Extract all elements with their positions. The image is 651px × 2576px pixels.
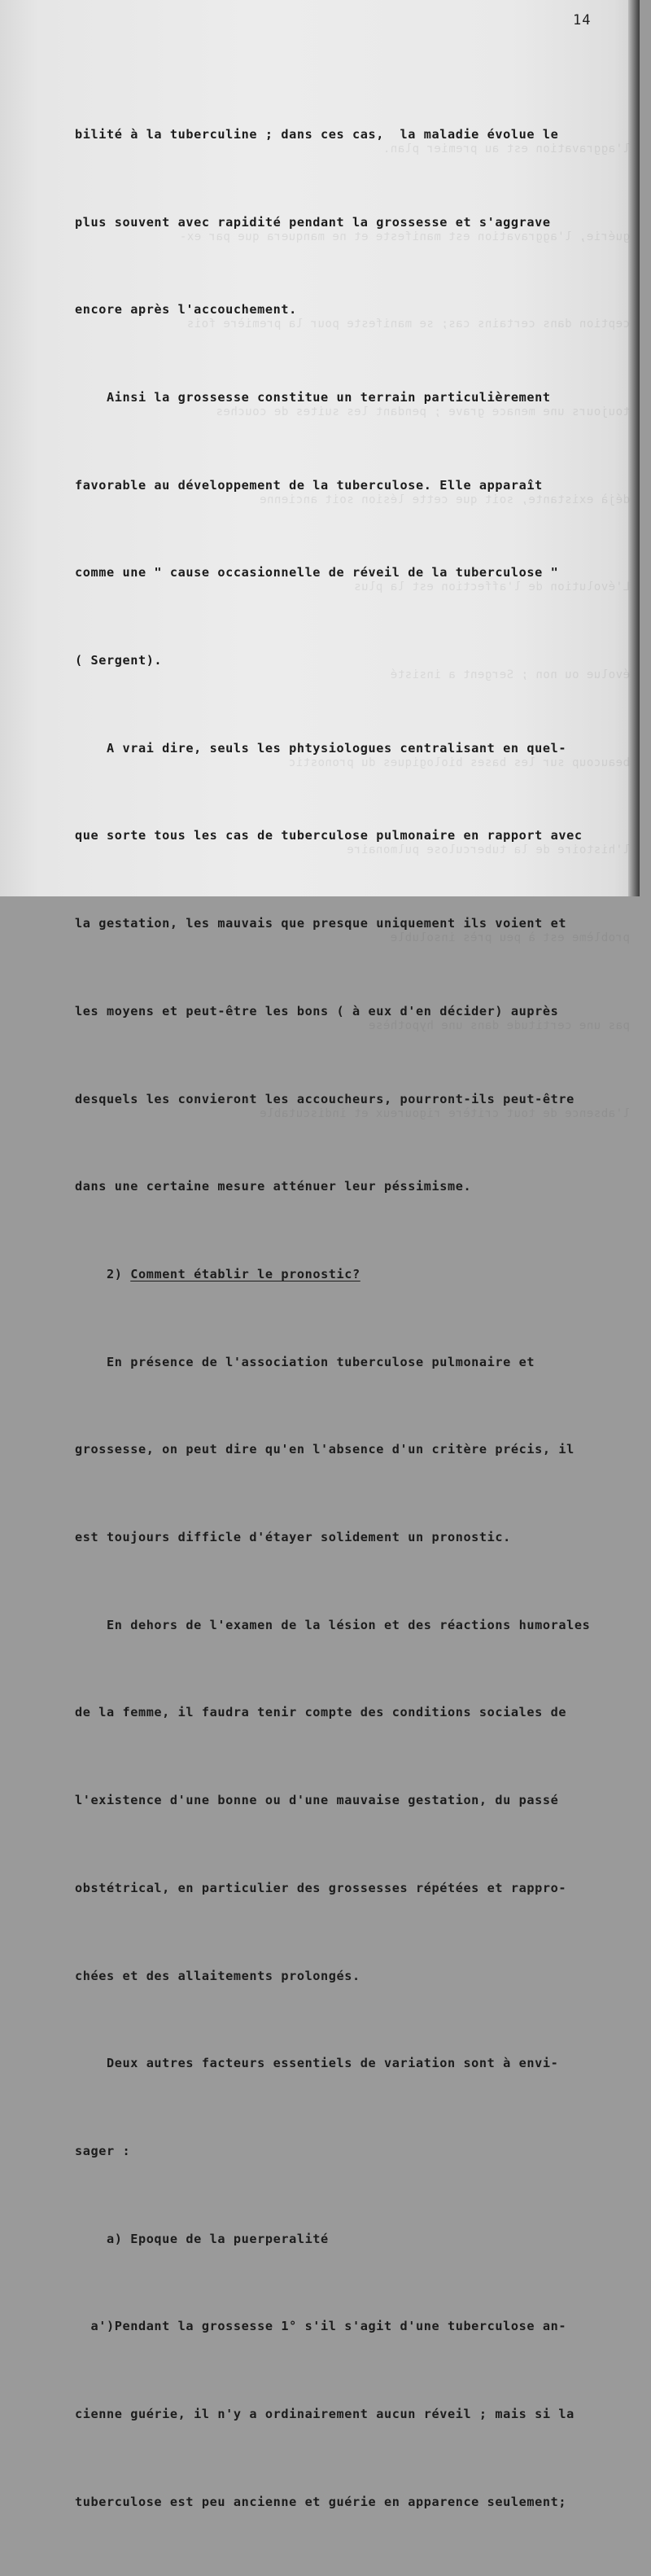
- ghost-line: l'absence de tout critère rigoureux et indiscutable: [259, 1106, 630, 1120]
- page-number: 14: [573, 12, 592, 28]
- text-line: favorable au développement de la tuberculose. Elle apparaît: [75, 477, 543, 493]
- text-line: sager :: [75, 2143, 131, 2158]
- ghost-line: l'histoire de la tuberculose pulmonaire: [346, 843, 630, 857]
- section-number: 2): [75, 1266, 131, 1281]
- section-heading-line: [75, 1260, 628, 1290]
- text-line: ( Sergent).: [75, 653, 163, 668]
- text-line: plus souvent avec rapidité pendant la grossesse et s'aggrave: [75, 214, 551, 230]
- text-line: Deux autres facteurs essentiels de variation sont à envi-: [75, 2056, 559, 2071]
- text-line: grossesse, on peut dire qu'en l'absence d'un critère précis, il: [75, 1442, 575, 1457]
- text-line: A vrai dire, seuls les phtysiologues centralisant en quel-: [75, 740, 567, 756]
- typed-body-text: [75, 62, 628, 2576]
- ghost-line: L'évolution de l'affection est la plus: [353, 580, 630, 594]
- text-line: En dehors de l'examen de la lésion et des réactions humorales: [75, 1617, 591, 1632]
- ghost-line: beaucoup sur les bases biologiques du pronostic: [288, 756, 630, 769]
- text-line: la gestation, les mauvais que presque uniquement ils voient et: [75, 916, 567, 931]
- ghost-line: déjà existante, soit que cette lésion soit ancienne: [259, 493, 630, 506]
- text-line: tuberculose est peu ancienne et guérie en apparence seulement;: [75, 2494, 567, 2509]
- text-line: dans une certaine mesure atténuer leur péssimisme.: [75, 1179, 472, 1194]
- text-line: obstétrical, en particulier des grossesses répétées et rappro-: [75, 1880, 567, 1895]
- ghost-line: l'aggravation est au premier plan.: [382, 142, 630, 156]
- text-line: cienne guérie, il n'y a ordinairement aucun réveil ; mais si la: [75, 2407, 575, 2422]
- text-line: l'existence d'une bonne ou d'une mauvaise gestation, du passé: [75, 1793, 559, 1808]
- text-line: desquels les convieront les accoucheurs, pourront-ils peut-être: [75, 1091, 575, 1106]
- ghost-line: guérie, l'aggravation est manifeste et ne manquera que par ex-: [179, 230, 630, 243]
- text-line: bilité à la tuberculine ; dans ces cas, la maladie évolue le: [75, 126, 559, 142]
- section-heading: Comment établir le pronostic?: [130, 1266, 360, 1281]
- ghost-line: ception dans certains cas; se manifeste pour la première fois: [186, 318, 630, 331]
- ghost-line: évolue ou non ; Sergent a insisté: [390, 668, 630, 682]
- scan-edge-shadow: [628, 0, 640, 896]
- ghost-line: pas une certitude dans une hypothèse: [368, 1019, 630, 1032]
- ghost-line: problème est à peu près insoluble: [390, 931, 630, 945]
- text-line: encore après l'accouchement.: [75, 302, 297, 318]
- text-line: de la femme, il faudra tenir compte des conditions sociales de: [75, 1705, 567, 1720]
- ghost-line: toujours une menace grave ; pendant les suites de couches: [216, 405, 630, 418]
- text-line: En présence de l'association tuberculose pulmonaire et: [75, 1354, 535, 1369]
- text-line: chées et des allaitements prolongés.: [75, 1968, 360, 1983]
- text-line: que sorte tous les cas de tuberculose pulmonaire en rapport avec: [75, 828, 583, 843]
- text-line: a')Pendant la grossesse 1° s'il s'agit d'une tuberculose an-: [75, 2319, 567, 2334]
- text-line: est toujours difficle d'étayer solidement un pronostic.: [75, 1530, 511, 1545]
- text-line: comme une " cause occasionnelle de réveil de la tuberculose ": [75, 565, 559, 580]
- text-line: a) Epoque de la puerperalité: [75, 2231, 329, 2246]
- text-line: Ainsi la grossesse constitue un terrain particulièrement: [75, 389, 551, 405]
- text-line: les moyens et peut-être les bons ( à eux d'en décider) auprès: [75, 1003, 559, 1019]
